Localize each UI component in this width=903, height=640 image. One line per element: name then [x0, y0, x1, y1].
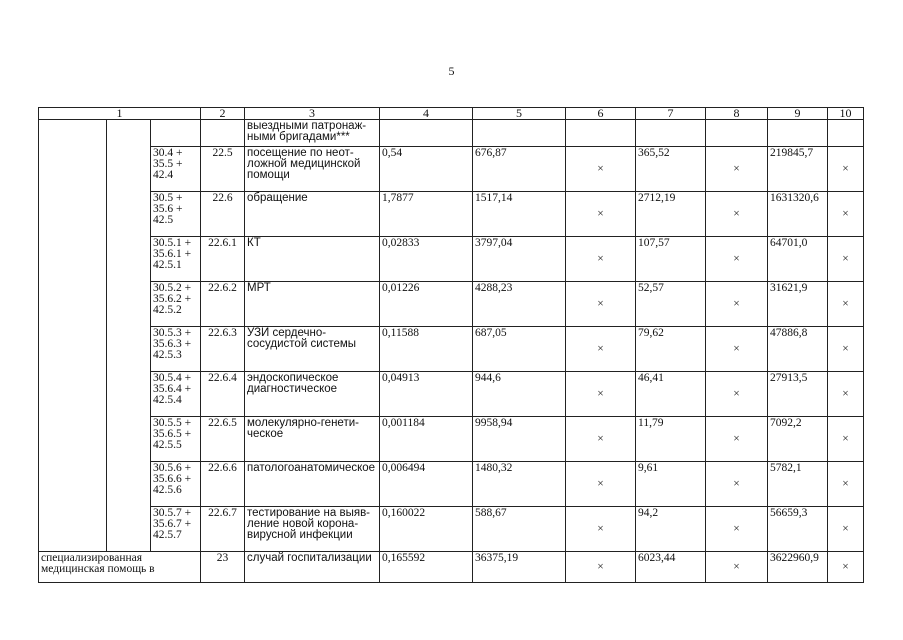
value-cell: 64701,0 — [768, 237, 828, 282]
cross-cell: × — [566, 237, 636, 282]
value-cell: 944,6 — [473, 372, 566, 417]
value-cell: 219845,7 — [768, 147, 828, 192]
code-cell: 30.5.5 + 35.6.5 + 42.5.5 — [151, 417, 201, 462]
merged-label-cell — [39, 120, 107, 552]
cross-cell: × — [706, 507, 768, 552]
num-cell: 22.6.3 — [201, 327, 245, 372]
name-cell: КТ — [245, 237, 380, 282]
value-cell: 0,04913 — [380, 372, 473, 417]
header-cell: 5 — [473, 108, 566, 120]
column-number-row — [39, 108, 864, 120]
cross-cell: × — [828, 282, 864, 327]
table-row — [39, 120, 864, 147]
table-row — [39, 237, 864, 282]
cross-cell: × — [566, 282, 636, 327]
cross-cell: × — [706, 327, 768, 372]
cross-cell: × — [828, 507, 864, 552]
header-cell: 7 — [636, 108, 706, 120]
cross-cell: × — [706, 192, 768, 237]
value-cell: 27913,5 — [768, 372, 828, 417]
cross-cell: × — [706, 237, 768, 282]
cross-cell: × — [566, 462, 636, 507]
code-cell: 30.5.3 + 35.6.3 + 42.5.3 — [151, 327, 201, 372]
value-cell: 4288,23 — [473, 282, 566, 327]
cross-cell: × — [828, 417, 864, 462]
cross-cell: × — [828, 372, 864, 417]
value-cell: 1517,14 — [473, 192, 566, 237]
name-cell: выездными патронаж-ными бригадами*** — [245, 120, 380, 147]
header-cell: 10 — [828, 108, 864, 120]
name-cell: патологоанатомическое — [245, 462, 380, 507]
value-cell: 1480,32 — [473, 462, 566, 507]
value-cell: 7092,2 — [768, 417, 828, 462]
num-cell: 22.6.1 — [201, 237, 245, 282]
value-cell: 0,11588 — [380, 327, 473, 372]
value-cell: 47886,8 — [768, 327, 828, 372]
cross-cell: × — [828, 462, 864, 507]
table-row — [39, 372, 864, 417]
code-cell: 30.5.4 + 35.6.4 + 42.5.4 — [151, 372, 201, 417]
table-row — [39, 417, 864, 462]
value-cell: 9,61 — [636, 462, 706, 507]
value-cell: 2712,19 — [636, 192, 706, 237]
name-cell: УЗИ сердечно-сосудистой системы — [245, 327, 380, 372]
section-label-cell: специализированная медицинская помощь в — [39, 552, 201, 583]
header-cell: 2 — [201, 108, 245, 120]
value-cell: 6023,44 — [636, 552, 706, 583]
code-cell: 30.5.2 + 35.6.2 + 42.5.2 — [151, 282, 201, 327]
num-cell: 22.6.5 — [201, 417, 245, 462]
value-cell: 0,006494 — [380, 462, 473, 507]
value-cell: 0,01226 — [380, 282, 473, 327]
num-cell: 22.6.7 — [201, 507, 245, 552]
name-cell: эндоскопическое диагностическое — [245, 372, 380, 417]
value-cell: 56659,3 — [768, 507, 828, 552]
num-cell: 22.6.6 — [201, 462, 245, 507]
value-cell: 1,7877 — [380, 192, 473, 237]
cross-cell: × — [566, 192, 636, 237]
value-cell: 52,57 — [636, 282, 706, 327]
cross-cell: × — [706, 147, 768, 192]
code-cell: 30.5.1 + 35.6.1 + 42.5.1 — [151, 237, 201, 282]
value-cell: 107,57 — [636, 237, 706, 282]
value-cell: 11,79 — [636, 417, 706, 462]
cross-cell: × — [828, 237, 864, 282]
value-cell: 5782,1 — [768, 462, 828, 507]
cross-cell: × — [828, 192, 864, 237]
table-row — [39, 327, 864, 372]
name-cell: молекулярно-генети-ческое — [245, 417, 380, 462]
value-cell: 36375,19 — [473, 552, 566, 583]
table-row — [39, 192, 864, 237]
cross-cell: × — [566, 417, 636, 462]
header-cell: 8 — [706, 108, 768, 120]
header-cell: 9 — [768, 108, 828, 120]
cross-cell: × — [706, 417, 768, 462]
merged-sub-cell — [107, 120, 151, 552]
value-cell: 0,02833 — [380, 237, 473, 282]
value-cell: 31621,9 — [768, 282, 828, 327]
value-cell: 0,001184 — [380, 417, 473, 462]
num-cell: 23 — [201, 552, 245, 583]
table-body — [39, 108, 864, 583]
value-cell: 94,2 — [636, 507, 706, 552]
cross-cell: × — [706, 552, 768, 583]
value-cell: 365,52 — [636, 147, 706, 192]
cross-cell: × — [566, 372, 636, 417]
table-row — [39, 462, 864, 507]
value-cell: 0,165592 — [380, 552, 473, 583]
cross-cell: × — [828, 552, 864, 583]
code-cell: 30.5 + 35.6 + 42.5 — [151, 192, 201, 237]
table-row — [39, 552, 864, 583]
num-cell: 22.6 — [201, 192, 245, 237]
value-cell: 1631320,6 — [768, 192, 828, 237]
num-cell: 22.6.2 — [201, 282, 245, 327]
cross-cell: × — [706, 462, 768, 507]
cross-cell: × — [706, 372, 768, 417]
code-cell: 30.5.7 + 35.6.7 + 42.5.7 — [151, 507, 201, 552]
cross-cell: × — [566, 147, 636, 192]
table-row — [39, 147, 864, 192]
num-cell: 22.5 — [201, 147, 245, 192]
code-cell: 30.5.6 + 35.6.6 + 42.5.6 — [151, 462, 201, 507]
header-cell: 4 — [380, 108, 473, 120]
name-cell: обращение — [245, 192, 380, 237]
financing-table — [38, 107, 864, 583]
header-cell: 6 — [566, 108, 636, 120]
name-cell: случай госпитализации — [245, 552, 380, 583]
page-number: 5 — [448, 64, 455, 78]
table-row — [39, 507, 864, 552]
num-cell — [201, 120, 245, 147]
name-cell: тестирование на выяв-ление новой корона-вирусной инфекции — [245, 507, 380, 552]
code-cell — [151, 120, 201, 147]
name-cell: МРТ — [245, 282, 380, 327]
cross-cell: × — [706, 282, 768, 327]
header-cell: 1 — [39, 108, 201, 120]
value-cell: 676,87 — [473, 147, 566, 192]
value-cell: 3622960,9 — [768, 552, 828, 583]
name-cell: посещение по неот-ложной медицинской помощи — [245, 147, 380, 192]
cross-cell: × — [566, 507, 636, 552]
value-cell: 0,54 — [380, 147, 473, 192]
value-cell: 3797,04 — [473, 237, 566, 282]
cross-cell: × — [828, 327, 864, 372]
value-cell: 79,62 — [636, 327, 706, 372]
cross-cell: × — [566, 552, 636, 583]
header-cell: 3 — [245, 108, 380, 120]
value-cell: 588,67 — [473, 507, 566, 552]
value-cell: 46,41 — [636, 372, 706, 417]
code-cell: 30.4 + 35.5 + 42.4 — [151, 147, 201, 192]
cross-cell: × — [566, 327, 636, 372]
cross-cell: × — [828, 147, 864, 192]
num-cell: 22.6.4 — [201, 372, 245, 417]
value-cell: 687,05 — [473, 327, 566, 372]
value-cell: 0,160022 — [380, 507, 473, 552]
table-row — [39, 282, 864, 327]
value-cell: 9958,94 — [473, 417, 566, 462]
